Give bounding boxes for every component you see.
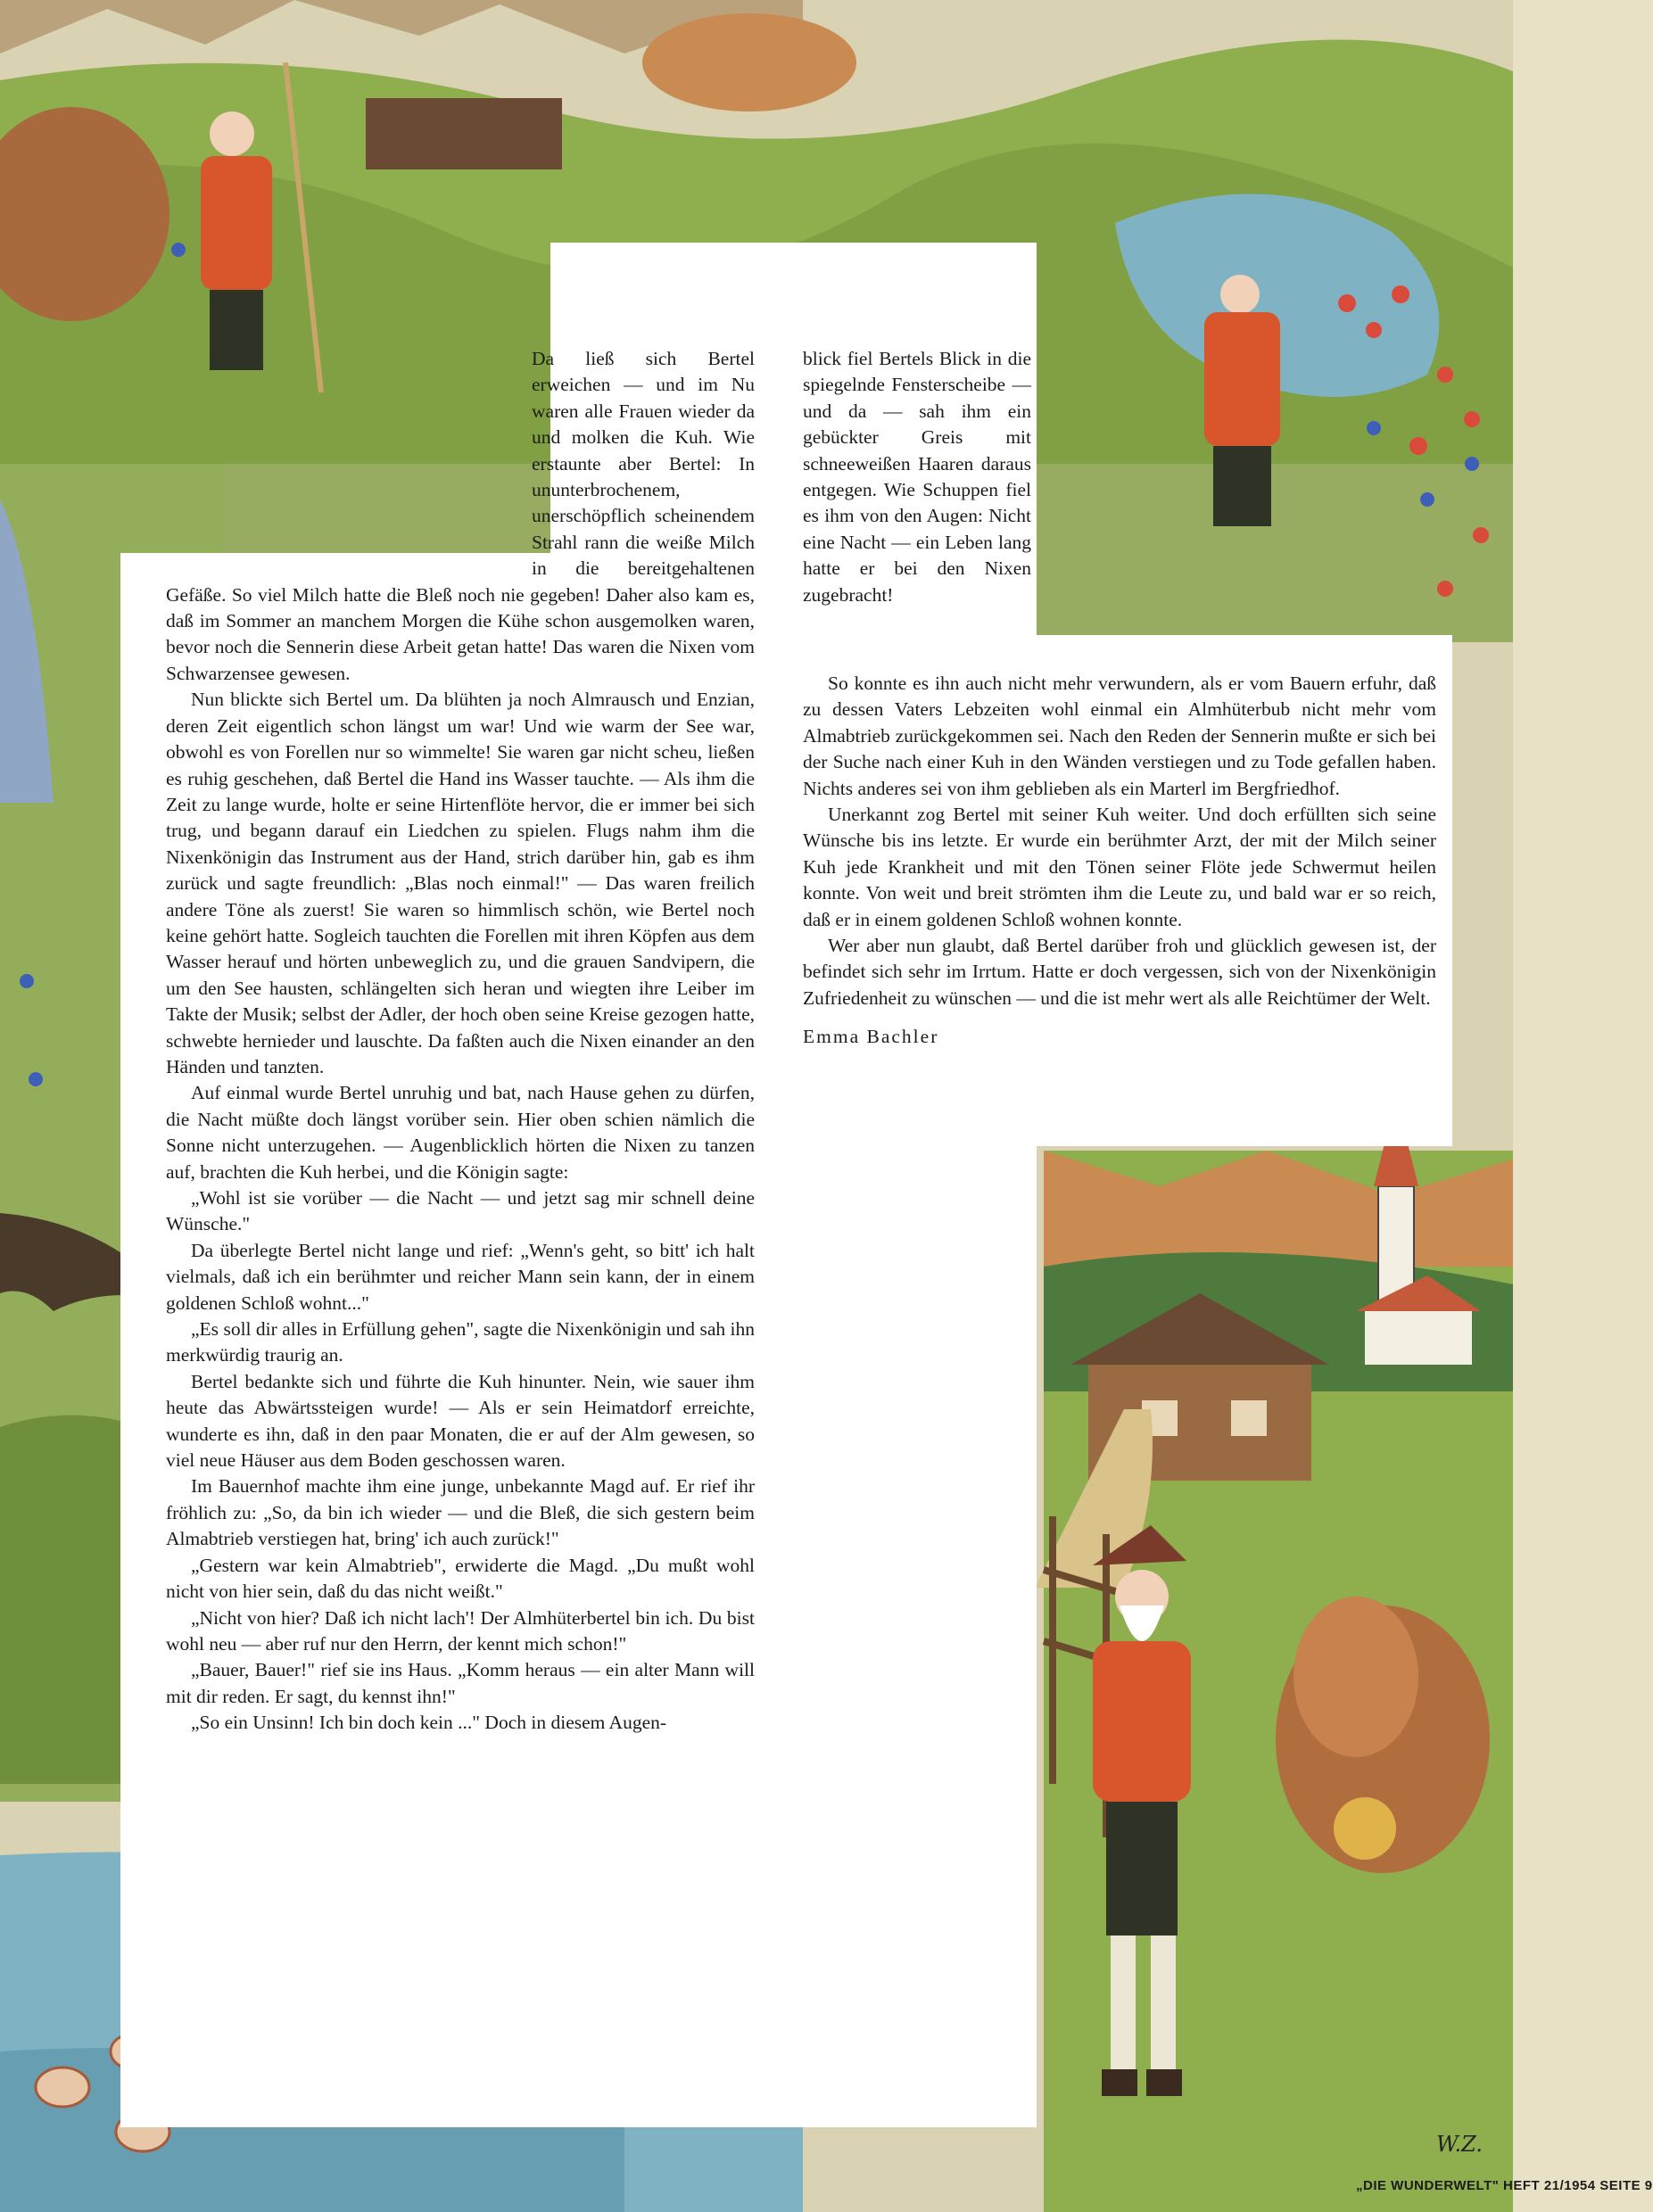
story-paragraph: Auf einmal wurde Bertel unruhig und bat, nach Hause gehen zu dürfen, die Nacht müßte doch längst vorüber sein. Hier oben schien nämlich die Sonne nicht unterzugehen. — Augenblicklich hörten die Nixen zu tanzen auf, brachten die Kuh herbei, und die Königin sagte: (166, 1082, 755, 1183)
story-paragraph: „So ein Unsinn! Ich bin doch kein ..." Doch in diesem Augen- (191, 1712, 667, 1734)
story-column-right (803, 346, 1031, 608)
story-paragraph: „Nicht von hier? Daß ich nicht lach'! Der Almhüterbertel bin ich. Du bist wohl neu — aber ruf nur den Herrn, der kennt mich schon!" (166, 1606, 755, 1655)
story-paragraph: So konnte es ihn auch nicht mehr verwundern, als er vom Bauern erfuhr, daß zu dessen Vaters Lebzeiten wohl einmal ein Almhüterbub nicht mehr vom Almabtrieb zurückgekommen sei. Nach den Reden der Sennerin mußte er sich bei der Suche nach einer Kuh in den Wänden verstiegen und zu Tode gefallen haben. Nichts anderes sei von ihm geblieben als ein Marterl im Bergfriedhof. (803, 673, 1436, 799)
hiker-figure (1204, 275, 1280, 526)
story-paragraph: Da überlegte Bertel nicht lange und rief: „Wenn's geht, so bitt' ich halt vielmals, daß ich ein berühmter und reicher Mann sein kann, der in einem goldenen Schloß wohnt..." (166, 1239, 755, 1314)
story-paragraph: „Gestern war kein Almabtrieb", erwiderte die Magd. „Du mußt wohl nicht von hier sein, daß du das nicht weißt." (166, 1554, 755, 1603)
page-footer: „DIE WUNDERWELT" HEFT 21/1954 SEITE 9 (1356, 2178, 1653, 2193)
story-paragraph: „Wohl ist sie vorüber — die Nacht — und jetzt sag mir schnell deine Wünsche." (166, 1187, 755, 1235)
story-paragraph: „Bauer, Bauer!" rief sie ins Haus. „Komm heraus — ein alter Mann will mit dir reden. Er sagt, du kennst ihn!" (166, 1659, 755, 1707)
story-paragraph: Da ließ sich Bertel erweichen — und im Nu waren alle Frauen wieder da und molken die Kuh. Wie erstaunte aber Bertel: In ununterbrochenem, unerschöpflich scheinendem Strahl rann die weiße Milch in die bereitgehaltenen Gefäße. So viel Milch hatte die Bleß noch nie gegeben! Daher also kam es, daß im Sommer an manchem Morgen die Kühe schon ausgemolken waren, bevor noch die Sennerin diese Arbeit getan hatte! Das waren die Nixen vom Schwarzensee gewesen. (166, 348, 755, 684)
story-paragraph: Unerkannt zog Bertel mit seiner Kuh weiter. Und doch erfüllten sich seine Wünsche bis ins letzte. Er wurde ein berühmter Arzt, der mit der Milch seiner Kuh jede Krankheit und mit den Tönen seiner Flöte jede Schwermut heilen konnte. Von weit und breit strömten ihm die Leute zu, und bald war er so reich, daß er in einem goldenen Schloß wohnen konnte. (803, 804, 1436, 930)
cow-top (642, 13, 856, 111)
story-paragraph: „Es soll dir alles in Erfüllung gehen", sagte die Nixenkönigin und sah ihn merkwürdig traurig an. (166, 1318, 755, 1366)
story-paragraph: Wer aber nun glaubt, daß Bertel darüber froh und glücklich gewesen ist, der befindet sich sehr im Irrtum. Hatte er doch vergessen, sich von der Nixenkönigin Zufriedenheit zu wünschen — und die ist mehr wert als alle Reichtümer der Welt. (803, 935, 1436, 1009)
hut (366, 98, 562, 169)
story-column-left-main (166, 346, 755, 2121)
story-column-right-wide (803, 671, 1436, 1051)
story-paragraph: Bertel bedankte sich und führte die Kuh hinunter. Nein, wie sauer ihm heute das Abwärtssteigen wurde! — Als er sein Heimatdorf erreichte, wunderte es ihn, daß in den paar Monaten, die er auf der Alm gewesen, so viel neue Häuser aus dem Boden geschossen waren. (166, 1370, 755, 1472)
story-paragraph: Nun blickte sich Bertel um. Da blühten ja noch Almrausch und Enzian, deren Zeit eigentlich schon längst um war! Und wie warm der See war, obwohl es von Forellen nur so wimmelte! Sie waren gar nicht scheu, ließen es ruhig geschehen, daß Bertel die Hand ins Wasser tauchte. — Als ihm die Zeit zu lange wurde, holte er seine Hirtenflöte hervor, die er immer bei sich trug, und begann darauf ein Liedchen zu spielen. Flugs nahm ihm die Nixenkönigin das Instrument aus der Hand, strich darüber hin, gab es ihm zurück und sagte freundlich: „Blas noch einmal!" — Das waren freilich andere Töne als zuerst! Sie waren so himmlisch schön, wie Bertel noch keine gehört hatte. Sogleich tauchten die Forellen mit ihren Köpfen aus dem Wasser herauf und hörten unbeweglich zu, und die grauen Sandvipern, die um den See hausten, schlängelten sich heran und wiegten ihre Leiber im Takte der Musik; selbst der Adler, der hoch oben seine Kreise gezogen hatte, schwebte hernieder und lauschte. Da faßten auch die Nixen einander an den Händen und tanzten. (166, 689, 755, 1077)
story-paragraph: Im Bauernhof machte ihm eine junge, unbekannte Magd auf. Er rief ihr fröhlich zu: „So, da bin ich wieder — und die Bleß, die sich gestern beim Almabtrieb verstiegen hat, bring' ich auch zurück!" (166, 1475, 755, 1550)
story-paragraph: blick fiel Bertels Blick in die spiegelnde Fensterscheibe — und da — sah ihm ein gebückter Greis mit schneeweißen Haaren daraus entgegen. Wie Schuppen fiel es ihm von den Augen: Nicht eine Nacht — ein Leben lang hatte er bei den Nixen zugebracht! (803, 348, 1031, 606)
author-name: Emma Bachler (803, 1026, 939, 1048)
notch-spacer (166, 346, 532, 580)
artist-signature: W.Z. (1436, 2132, 1483, 2157)
